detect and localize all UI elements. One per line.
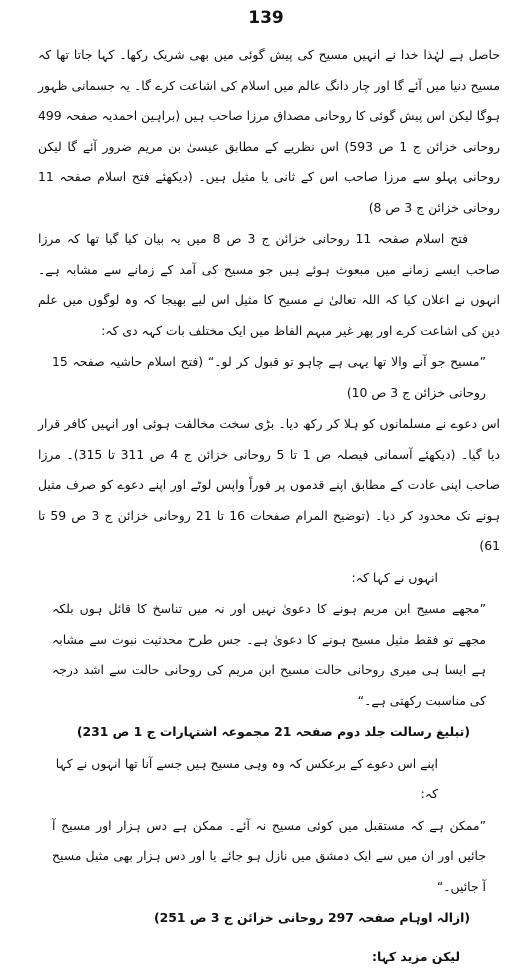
- intro-line-2: اپنے اس دعوے کے برعکس کہ وہ وہی مسیح ہیں جسے آنا تھا انہوں نے کہا کہ:: [38, 749, 438, 810]
- paragraph-1: حاصل ہے لہٰذا خدا نے انہیں مسیح کی پیش گوئی میں بھی شریک رکھا۔ کہا جاتا تھا کہ مسیح دنیا میں آئے گا اور چار دانگ عالم میں اسلام کی اشاعت کرے گا۔ یہ جسمانی ظہور ہوگا لیکن اس پیش گوئی کا روحانی مصداق مرزا صاحب ہیں (براہین احمدیہ صفحہ 499 روحانی خزائن ج 1 ص 593) اس نظریے کے مطابق عیسیٰ بن مریم ضرور آئے گا لیکن روحانی پہلو سے مرزا صاحب اس کے ثانی یا مثیل ہیں۔ (دیکھئے فتح اسلام صفحہ 11 روحانی خزائن ج 3 ص 8): [38, 40, 500, 223]
- closing-line: لیکن مزید کہا:: [38, 942, 460, 972]
- intro-line-1: انہوں نے کہا کہ:: [38, 563, 438, 594]
- page-number: 139: [0, 8, 532, 28]
- reference-1: (تبلیغ رسالت جلد دوم صفحہ 21 مجموعہ اشتہارات ج 1 ص 231): [38, 717, 470, 748]
- reference-2: (ازالہ اوہام صفحہ 297 روحانی خزائن ج 3 ص 251): [38, 903, 470, 934]
- paragraph-3: اس دعوے نے مسلمانوں کو ہلا کر رکھ دیا۔ بڑی سخت مخالفت ہوئی اور انہیں کافر قرار دیا گیا۔ (دیکھئے آسمانی فیصلہ ص 1 تا 5 روحانی خزائن ج 4 ص 311 تا 315)۔ مرزا صاحب اپنی عادت کے مطابق اپنے قدموں پر فوراً واپس لوٹے اور اپنے دعوے کو صرف مثیل ہونے تک محدود کر دیا۔ (توضیح المرام صفحات 16 تا 21 روحانی خزائن ج 3 ص 59 تا 61): [38, 409, 500, 562]
- quote-1: ”مسیح جو آنے والا تھا یہی ہے چاہو تو قبول کر لو۔“ (فتح اسلام حاشیہ صفحہ 15 روحانی خزائن ج 3 ص 10): [52, 347, 486, 408]
- quote-3: ”ممکن ہے کہ مستقبل میں کوئی مسیح نہ آئے۔ ممکن ہے دس ہزار اور مسیح آ جائیں اور ان میں سے ایک دمشق میں نازل ہو جائے یا اور دس ہزار بھی مثیل مسیح آ جائیں۔“: [52, 811, 486, 903]
- paragraph-2: فتح اسلام صفحہ 11 روحانی خزائن ج 3 ص 8 میں یہ بیان کیا گیا تھا کہ مرزا صاحب ایسے زمانے میں مبعوث ہوئے ہیں جو مسیح کی آمد کے زمانے سے مشابہ ہے۔ انہوں نے اعلان کیا کہ اللہ تعالیٰ نے مسیح کا مثیل اس لیے بھیجا کہ وہ لوگوں میں علم دین کی اشاعت کرے اور پھر غیر مبہم الفاظ میں ایک مختلف بات کہہ دی کہ:: [38, 224, 500, 346]
- quote-2: ”مجھے مسیح ابن مریم ہونے کا دعویٰ نہیں اور نہ میں تناسخ کا قائل ہوں بلکہ مجھے تو فقط مثیل مسیح ہونے کا دعویٰ ہے۔ جس طرح محدثیت نبوت سے مشابہ ہے ایسا ہی میری روحانی حالت مسیح ابن مریم کی روحانی حالت سے اشد درجہ کی مناسبت رکھتی ہے۔“: [52, 594, 486, 716]
- page-body: [38, 40, 500, 972]
